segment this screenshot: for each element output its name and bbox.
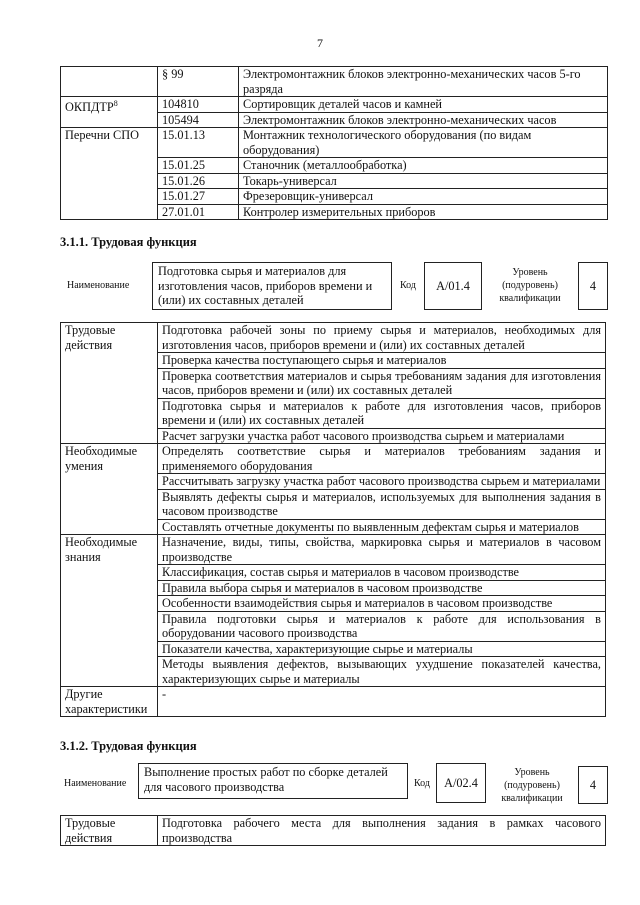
name-cell: Станочник (металлообработка) (239, 158, 608, 174)
function-table-f2 (60, 815, 606, 846)
list-item: Составлять отчетные документы по выявленным дефектам сырья и материалов (158, 519, 606, 535)
list-item: Подготовка рабочей зоны по приему сырья и материалов, необходимых для изготовления часов, приборов времени и (или) их составных деталей (158, 323, 606, 353)
row-label: Необходимые знания (61, 535, 158, 687)
table-row (61, 816, 606, 846)
code-cell: 15.01.13 (158, 128, 239, 158)
list-item: Особенности взаимодействия сырья и материалов в часовом производстве (158, 596, 606, 612)
table-row (61, 687, 606, 717)
list-item: Правила выбора сырья и материалов в часовом производстве (158, 580, 606, 596)
section-title-f1: 3.1.1. Трудовая функция (60, 235, 197, 249)
code-cell: 27.01.01 (158, 204, 239, 220)
group-cell: Перечни СПО (61, 128, 158, 220)
list-item: Рассчитывать загрузку участка работ часового производства сырьем и материалами (158, 474, 606, 490)
function-code: А/01.4 (424, 262, 482, 310)
name-cell: Электромонтажник блоков электронно-механических часов 5-го разряда (239, 67, 608, 97)
code-label: Код (414, 778, 430, 789)
codes-table (60, 66, 608, 220)
function-code: А/02.4 (436, 763, 486, 803)
list-item: Назначение, виды, типы, свойства, маркировка сырья и материалов в часовом производстве (158, 535, 606, 565)
level-label: Уровень (подуровень) квалификации (499, 267, 561, 304)
list-item: Проверка соответствия материалов и сырья требованиям задания для изготовления часов, приборов времени и (или) их составных деталей (158, 368, 606, 398)
table-row (61, 444, 606, 474)
name-cell: Токарь-универсал (239, 173, 608, 189)
code-cell: § 99 (158, 67, 239, 97)
list-item: Подготовка сырья и материалов к работе для изготовления часов, приборов времени и (или) их составных деталей (158, 398, 606, 428)
code-cell: 105494 (158, 112, 239, 128)
list-item: Проверка качества поступающего сырья и материалов (158, 353, 606, 369)
level-value: 4 (578, 766, 608, 804)
group-cell: ОКПДТР$^8$ (61, 97, 158, 128)
level-value: 4 (578, 262, 608, 310)
list-item: Определять соответствие сырья и материалов требованиям задания и применяемого оборудования (158, 444, 606, 474)
name-label: Наименование (64, 778, 127, 789)
table-row (61, 97, 608, 113)
table-row (61, 535, 606, 565)
function-table-f1 (60, 322, 606, 717)
section-title-f2: 3.1.2. Трудовая функция (60, 739, 197, 753)
code-cell: 15.01.26 (158, 173, 239, 189)
function-name: Подготовка сырья и материалов для изготовления часов, приборов времени и (или) их составных деталей (152, 262, 392, 310)
list-item: Выявлять дефекты сырья и материалов, используемых для выполнения задания в часовом производстве (158, 489, 606, 519)
code-cell: 104810 (158, 97, 239, 113)
table-row (61, 323, 606, 353)
page-number: 7 (317, 36, 323, 50)
list-item: Правила подготовки сырья и материалов к работе для использования в оборудовании часового производства (158, 611, 606, 641)
code-cell: 15.01.25 (158, 158, 239, 174)
list-item: Подготовка рабочего места для выполнения задания в рамках часового производства (158, 816, 606, 846)
list-item: - (158, 687, 606, 717)
row-label: Трудовые действия (61, 816, 158, 846)
code-label: Код (400, 280, 416, 291)
list-item: Расчет загрузки участка работ часового производства сырьем и материалами (158, 428, 606, 444)
name-cell: Монтажник технологического оборудования (по видам оборудования) (239, 128, 608, 158)
list-item: Методы выявления дефектов, вызывающих ухудшение показателей качества, характеризующих сырье и материалы (158, 657, 606, 687)
table-row (61, 128, 608, 158)
level-label: Уровень (подуровень) квалификации (501, 767, 563, 804)
table-row (61, 67, 608, 97)
row-label: Другие характеристики (61, 687, 158, 717)
list-item: Классификация, состав сырья и материалов в часовом производстве (158, 565, 606, 581)
name-label: Наименование (67, 280, 130, 291)
list-item: Показатели качества, характеризующие сырье и материалы (158, 641, 606, 657)
name-cell: Сортировщик деталей часов и камней (239, 97, 608, 113)
name-cell: Контролер измерительных приборов (239, 204, 608, 220)
name-cell: Фрезеровщик-универсал (239, 189, 608, 205)
name-cell: Электромонтажник блоков электронно-механических часов (239, 112, 608, 128)
function-name: Выполнение простых работ по сборке деталей для часового производства (138, 763, 408, 799)
code-cell: 15.01.27 (158, 189, 239, 205)
row-label: Трудовые действия (61, 323, 158, 444)
row-label: Необходимые умения (61, 444, 158, 535)
